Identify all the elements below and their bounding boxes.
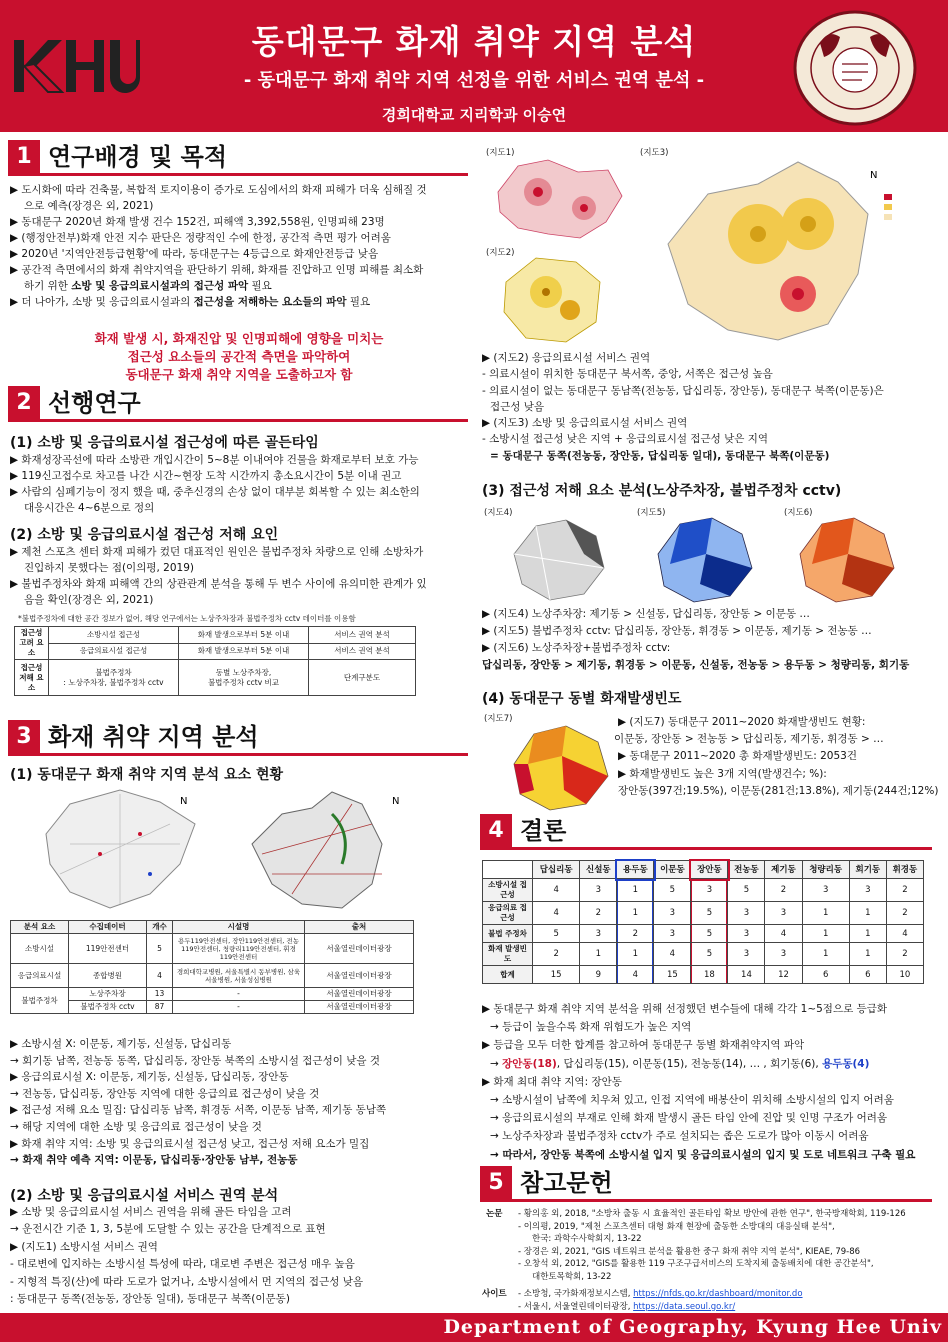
right-sub3: (3) 접근성 저해 요소 분석(노상주차장, 불법주정차 cctv) — [482, 483, 842, 499]
ref-line: - 오창석 외, 2012, "GIS를 활용한 119 구조구급서비스의 도착지체 출동배치에 대한 공간분석", — [518, 1259, 874, 1270]
s3-line: : 동대문구 동쪽(전농동, 장안동 일대), 동대문구 북쪽(이문동) — [10, 1293, 290, 1306]
section-5-heading — [480, 1166, 932, 1202]
col-header: 장안동 — [691, 861, 728, 879]
score-cell: 6 — [849, 966, 886, 984]
cell: 용두119안전센터, 장안119안전센터, 전농119안전센터, 청량리119안전센터, 휘경119안전센터 — [173, 934, 305, 964]
ref-line: - 이의평, 2019, "제천 스포츠센터 대형 화재 현장에 출동한 소방대의 대응실태 분석", — [518, 1221, 835, 1232]
s4-result-table — [482, 860, 924, 984]
cell: 단계구분도 — [309, 660, 416, 696]
score-cell: 3 — [802, 879, 849, 902]
score-cell: 1 — [849, 925, 886, 943]
score-cell: 1 — [617, 879, 654, 902]
facility-map-left — [30, 784, 210, 916]
map1-fire-service-area — [488, 152, 628, 244]
score-cell: 2 — [533, 943, 580, 966]
emph-line: 동대문구 화재 취약 지역을 도출하고자 함 — [125, 367, 353, 382]
right-line: ▶ 화재발생빈도 높은 3개 지역(발생건수; %): — [618, 767, 827, 780]
s4-line: → 따라서, 장안동 북쪽에 소방시설 입지 및 응급의료시설의 입지 및 도로 네트워크 구축 필요 — [490, 1148, 916, 1161]
cell: 소방시설 접근성 — [49, 627, 179, 644]
score-cell: 4 — [617, 966, 654, 984]
s1-line: 하기 위한 — [24, 280, 72, 292]
score-cell: 5 — [691, 943, 728, 966]
score-cell: 12 — [765, 966, 802, 984]
s2-line: 음을 확인(장경은 외, 2021) — [24, 594, 154, 606]
score-cell: 3 — [849, 879, 886, 902]
s1-line: ▶ (행정안전부)화재 안전 지수 판단은 정량적인 수에 한정, 공간적 측면 평가 어려움 — [10, 232, 391, 244]
score-cell: 4 — [533, 879, 580, 902]
map3-combined-service-area — [648, 154, 938, 346]
right-line: ▶ (지도7) 동대문구 2011~2020 화재발생빈도 현황: — [618, 716, 866, 728]
s3-line: → 해당 지역에 대한 소방 및 응급의료 접근성이 낮을 것 — [10, 1120, 262, 1133]
s2-sub1: (1) 소방 및 응급의료시설 접근성에 따른 골든타임 — [10, 435, 319, 451]
s3-sub1: (1) 동대문구 화재 취약 지역 분석 요소 현황 — [10, 767, 284, 783]
map1-label: (지도1) — [486, 148, 515, 158]
section-number: 5 — [480, 1166, 512, 1200]
cell: - — [173, 1001, 305, 1014]
right-body2 — [482, 606, 942, 674]
university-seal-icon — [790, 8, 920, 128]
score-cell: 6 — [802, 966, 849, 984]
cell: 노상주차장 — [69, 988, 147, 1001]
cell: 불법주정차 — [95, 667, 132, 677]
map6-label: (지도6) — [784, 508, 813, 518]
score-cell: 1 — [849, 902, 886, 925]
ref-line: - 소방청, 국가화재정보시스템, — [518, 1289, 634, 1299]
section-4-heading — [480, 814, 932, 850]
cell: 서울열린데이터광장 — [305, 934, 414, 964]
cell: 4 — [147, 964, 173, 988]
row-label: 합계 — [483, 966, 533, 984]
right-sub4: (4) 동대문구 동별 화재발생빈도 — [482, 691, 682, 707]
score-cell: 3 — [728, 925, 765, 943]
group-cell: 접근성 저해 요소 — [15, 660, 49, 696]
map4-label: (지도4) — [484, 508, 513, 518]
cell: 87 — [147, 1001, 173, 1014]
svg-text:N: N — [180, 796, 188, 807]
s3-body2 — [10, 1204, 468, 1308]
cell: 서울열린데이터광장 — [305, 1001, 414, 1014]
map3-label: (지도3) — [640, 148, 669, 158]
emph-line: 화재 발생 시, 화재진압 및 인명피해에 영향을 미치는 — [94, 331, 384, 346]
right-body1 — [482, 350, 942, 464]
right-line: - 의료시설이 위치한 동대문구 북서쪽, 중앙, 서쪽은 접근성 높음 — [482, 368, 773, 381]
cell: 소방시설 — [11, 934, 69, 964]
footer-banner — [0, 1313, 948, 1342]
emph-line: 접근성 요소들의 공간적 측면을 파악하여 — [127, 349, 351, 364]
right-line: ▶ (지도4) 노상주차장: 제기동 > 신설동, 답십리동, 장안동 > 이문동 … — [482, 608, 810, 620]
cell: 응급의료시설 접근성 — [49, 643, 179, 660]
score-cell: 3 — [654, 902, 691, 925]
th: 수집데이터 — [69, 921, 147, 934]
s4-line: → 등급이 높을수록 화재 위험도가 높은 지역 — [490, 1021, 692, 1034]
score-cell: 3 — [728, 943, 765, 966]
section-3-heading — [8, 720, 468, 756]
right-line: ▶ (지도3) 소방 및 응급의료시설 서비스 권역 — [482, 417, 688, 430]
s4-line: ▶ 동대문구 화재 취약 지역 분석을 위해 선정했던 변수들에 대해 각각 1~5점으로 등급화 — [482, 1003, 888, 1015]
th: 개수 — [147, 921, 173, 934]
col-header: 전농동 — [728, 861, 765, 879]
score-cell: 3 — [765, 943, 802, 966]
s4-body — [482, 1000, 944, 1164]
right-line: - 소방시설 접근성 낮은 지역 + 응급의료시설 접근성 낮은 지역 — [482, 433, 769, 446]
row-label: 화재 발생빈도 — [483, 943, 533, 966]
refs-paper-label: 논문 — [486, 1209, 503, 1219]
th: 시설명 — [173, 921, 305, 934]
section-title: 결론 — [520, 817, 567, 845]
ref-line: - 서울시, 서울열린데이터광장, — [518, 1301, 634, 1312]
right-line: ▶ (지도2) 응급의료시설 서비스 권역 — [482, 352, 651, 364]
row-label: 불법 주정차 — [483, 925, 533, 943]
score-cell: 1 — [617, 943, 654, 966]
s1-line: 필요 — [248, 280, 272, 292]
cell: 서비스 권역 분석 — [309, 643, 416, 660]
score-cell: 2 — [886, 943, 923, 966]
ref-line: - 황의홍 외, 2018, "소방차 출동 시 효율적인 골든타임 확보 방안에 관한 연구", 한국방재학회, 119-126 — [518, 1209, 906, 1219]
ref-line: 대한토목학회, 13-22 — [532, 1271, 612, 1282]
cell: 13 — [147, 988, 173, 1001]
cell: 경희대학교병원, 서울특별시 동부병원, 삼육서울병원, 서울성심병원 — [173, 964, 305, 988]
score-cell: 2 — [886, 902, 923, 925]
cell: - — [173, 988, 305, 1001]
score-cell: 3 — [691, 879, 728, 902]
map5-illegal-parking-cctv — [650, 514, 760, 604]
s4-line: → 노상주차장과 불법주정차 cctv가 주로 설치되는 좁은 도로가 많아 이동시 어려움 — [490, 1130, 869, 1143]
s3-line: - 지형적 특징(산)에 따라 도로가 없거나, 소방시설에서 먼 지역의 접근성 낮음 — [10, 1275, 363, 1288]
right-line: = 동대문구 동쪽(전농동, 장안동, 답십리동 일대), 동대문구 북쪽(이문동) — [490, 449, 830, 462]
map2-label: (지도2) — [486, 248, 515, 258]
score-cell: 1 — [802, 902, 849, 925]
cell: 화재 발생으로부터 5분 이내 — [179, 627, 309, 644]
s3-line: → 화재 취약 예측 지역: 이문동, 답십리동·장안동 남부, 전농동 — [10, 1154, 298, 1167]
s4-line: → 응급의료시설의 부재로 인해 화재 발생시 골든 타임 안에 진압 및 인명 구조가 어려움 — [490, 1112, 888, 1125]
score-cell: 2 — [886, 879, 923, 902]
col-header: 답십리동 — [533, 861, 580, 879]
s1-line: ▶ 더 나아가, 소방 및 응급의료시설과의 — [10, 296, 194, 308]
score-cell: 4 — [654, 943, 691, 966]
map5-label: (지도5) — [637, 508, 666, 518]
section-title: 선행연구 — [48, 389, 141, 417]
row-label: 소방시설 접근성 — [483, 879, 533, 902]
col-header: 이문동 — [654, 861, 691, 879]
section-2-heading — [8, 386, 468, 422]
s4-line: → 소방시설이 남쪽에 치우쳐 있고, 인접 지역에 배봉산이 위치해 소방시설의 입지 어려움 — [490, 1094, 894, 1107]
map4-street-parking — [506, 514, 612, 604]
s1-bold: 소방 및 응급의료시설과의 접근성 파악 — [71, 280, 249, 292]
score-cell: 3 — [654, 925, 691, 943]
ref-line: 한국: 과학수사학회지, 13-22 — [532, 1234, 642, 1245]
cell: 불법주정차 cctv 비교 — [207, 677, 280, 687]
s3-line: - 대로변에 입지하는 소방시설 특성에 따라, 대로변 주변은 접근성 매우 높음 — [10, 1258, 355, 1271]
cell: 종합병원 — [69, 964, 147, 988]
s3-line: → 운전시간 기준 1, 3, 5분에 도달할 수 있는 공간을 단계적으로 표현 — [10, 1223, 326, 1236]
poster-author: 경희대학교 지리학과 이승연 — [381, 106, 567, 124]
score-cell: 15 — [533, 966, 580, 984]
poster-subtitle: - 동대문구 화재 취약 지역 선정을 위한 서비스 권역 분석 - — [243, 70, 705, 91]
score-cell: 3 — [580, 879, 617, 902]
corner-cell — [483, 861, 533, 879]
s1-line: 으로 예측(장경은 외, 2021) — [24, 200, 154, 212]
refs-site-label: 사이트 — [482, 1289, 507, 1299]
s2-line: ▶ 화재성장곡선에 따라 소방관 개입시간이 5~8분 이내여야 건물을 화재로부터 보호 가능 — [10, 454, 419, 466]
cell: 응급의료시설 — [11, 964, 69, 988]
s1-line: ▶ 공간적 측면에서의 화재 취약지역을 판단하기 위해, 화재를 진압하고 인명 피해를 최소화 — [10, 264, 424, 276]
s2-line: 진입하지 못했다는 점(이의평, 2019) — [24, 562, 194, 574]
cell: 불법주정차 cctv — [69, 1001, 147, 1014]
score-cell: 18 — [691, 966, 728, 984]
score-cell: 2 — [765, 879, 802, 902]
svg-text:N: N — [392, 796, 400, 807]
s1-line: 필요 — [346, 296, 371, 308]
s1-emphasis — [10, 330, 468, 384]
right-line: ▶ (지도6) 노상주차장+불법주정차 cctv: — [482, 642, 671, 654]
ref-line: - 장경은 외, 2021, "GIS 네트워크 분석을 활용한 중구 화재 취약 지역 분석", KIEAE, 79-86 — [518, 1246, 861, 1257]
score-cell: 1 — [849, 943, 886, 966]
score-cell: 5 — [728, 879, 765, 902]
s1-line: ▶ 동대문구 2020년 화재 발생 건수 152건, 피해액 3,392,558원, 인명피해 23명 — [10, 216, 385, 228]
right-line: 답십리동, 장안동 > 제기동, 휘경동 > 이문동, 신설동, 전농동 > 용두동 > 청량리동, 회기동 — [482, 659, 910, 671]
s1-line: ▶ 도시화에 따라 건축물, 복합적 토지이용이 증가로 도심에서의 화재 피해가 더욱 심해질 것 — [10, 184, 427, 196]
score-cell: 4 — [765, 925, 802, 943]
score-cell: 2 — [617, 925, 654, 943]
col-header: 청량리동 — [802, 861, 849, 879]
s4-line: ▶ 등급을 모두 더한 합계를 참고하여 동대문구 동별 화재취약지역 파악 — [482, 1039, 805, 1052]
footer-text: Department of Geography, Kyung Hee Univ — [443, 1316, 942, 1338]
cell: 서비스 권역 분석 — [309, 627, 416, 644]
s3-line: ▶ 소방시설 X: 이문동, 제기동, 신설동, 답십리동 — [10, 1038, 232, 1050]
header-banner — [0, 0, 948, 132]
score-cell: 3 — [765, 902, 802, 925]
refs-sites — [518, 1288, 944, 1313]
s2-note: *불법주정차에 대한 공간 정보가 없어, 해당 연구에서는 노상주차장과 불법주정차 cctv 데이터를 이용함 — [18, 614, 356, 623]
s4-line: ▶ 화재 최대 취약 지역: 장안동 — [482, 1075, 622, 1088]
s2-line: ▶ 불법주정차와 화재 피해액 간의 상관관계 분석을 통해 두 변수 사이에 유의미한 관계가 있 — [10, 578, 427, 590]
score-cell: 14 — [728, 966, 765, 984]
s3-body1 — [10, 1036, 468, 1169]
group-cell: 접근성 고려 요소 — [15, 627, 49, 660]
s3-sub2: (2) 소방 및 응급의료시설 서비스 권역 분석 — [10, 1188, 279, 1204]
s1-bold: 접근성을 저해하는 요소들의 파악 — [193, 296, 347, 308]
poster-title: 동대문구 화재 취약 지역 분석 — [251, 22, 697, 61]
s3-factor-table — [10, 920, 414, 1014]
col-header: 신설동 — [580, 861, 617, 879]
score-cell: 2 — [580, 902, 617, 925]
score-cell: 1 — [802, 925, 849, 943]
s2-sub2: (2) 소방 및 응급의료시설 접근성 저해 요인 — [10, 527, 279, 543]
score-cell: 5 — [691, 902, 728, 925]
s3-line: → 회기동 남쪽, 전농동 동쪽, 답십리동, 장안동 북쪽의 소방시설 접근성이 낮을 것 — [10, 1054, 380, 1067]
score-cell: 1 — [617, 902, 654, 925]
cell: 불법주정차 — [11, 988, 69, 1014]
section-title: 화재 취약 지역 분석 — [48, 723, 259, 751]
score-cell: 3 — [728, 902, 765, 925]
rank-mid: , 답십리동(15), 이문동(15), 전농동(14), … , 회기동(6), — [556, 1057, 823, 1070]
s4-arrow: → — [490, 1057, 503, 1070]
section-1-heading — [8, 140, 468, 176]
th: 출처 — [305, 921, 414, 934]
score-cell: 1 — [580, 943, 617, 966]
cell: 동별 노상주차장, — [215, 667, 272, 677]
score-cell: 9 — [580, 966, 617, 984]
cell: : 노상주차장, 불법주정차 cctv — [63, 677, 164, 687]
score-cell: 3 — [580, 925, 617, 943]
th: 분석 요소 — [11, 921, 69, 934]
right-line: 이문동, 장안동 > 전농동 > 답십리동, 제기동, 휘경동 > … — [614, 733, 884, 746]
s2-line: 대응시간은 4~6분으로 정의 — [24, 502, 155, 514]
section-number: 2 — [8, 386, 40, 420]
right-body3 — [614, 714, 946, 800]
rank-top: 장안동(18) — [502, 1057, 557, 1070]
row-label: 응급의료 접근성 — [483, 902, 533, 925]
score-cell: 1 — [802, 943, 849, 966]
refs-papers — [518, 1208, 944, 1284]
score-cell: 15 — [654, 966, 691, 984]
s2-line: ▶ 제천 스포츠 센터 화재 피해가 컸던 대표적인 원인은 불법주정차 차량으로 인해 소방차가 — [10, 546, 424, 558]
nfds-link[interactable]: https://nfds.go.kr/dashboard/monitor.do — [633, 1289, 803, 1299]
s3-line: ▶ (지도1) 소방시설 서비스 권역 — [10, 1240, 158, 1253]
seoul-data-link[interactable]: https://data.seoul.go.kr/ — [633, 1301, 736, 1312]
map2-emergency-service-area — [496, 252, 610, 346]
section-number: 1 — [8, 140, 40, 174]
cell: 서울열린데이터광장 — [305, 988, 414, 1001]
s2-line: ▶ 사람의 심페기능이 정지 했을 때, 중추신경의 손상 없이 대부분 회복할 수 있는 최소한의 — [10, 486, 420, 498]
right-line: - 의료시설이 없는 동대문구 동남쪽(전농동, 답십리동, 장안동), 동대문구 북쪽(이문동)은 — [482, 384, 884, 397]
s2-line: ▶ 119신고접수로 차고를 나간 시간~현장 도착 시간까지 총소요시간이 5분 이내 권고 — [10, 470, 402, 482]
right-line: ▶ (지도5) 불법주정차 cctv: 답십리동, 장안동, 휘경동 > 이문동, 제기동 > 전농동 … — [482, 625, 872, 637]
map6-parking-combined — [792, 514, 902, 604]
score-cell: 5 — [691, 925, 728, 943]
s3-line: → 전농동, 답십리동, 장안동 지역에 대한 응급의료 접근성이 낮을 것 — [10, 1087, 320, 1100]
score-cell: 10 — [886, 966, 923, 984]
score-cell: 4 — [533, 902, 580, 925]
score-cell: 4 — [886, 925, 923, 943]
s1-body — [10, 182, 468, 310]
s3-line: ▶ 응급의료시설 X: 이문동, 제기동, 신설동, 답십리동, 장안동 — [10, 1071, 289, 1084]
cell: 119안전센터 — [69, 934, 147, 964]
col-header: 제기동 — [765, 861, 802, 879]
facility-map-right — [232, 784, 422, 916]
section-number: 4 — [480, 814, 512, 848]
s2-body2 — [10, 544, 468, 608]
col-header: 회기동 — [849, 861, 886, 879]
s2-prior-table — [14, 626, 416, 696]
right-line: ▶ 동대문구 2011~2020 총 화재발생빈도: 2053건 — [618, 750, 857, 763]
s1-line: ▶ 2020년 '지역안전등급현황'에 따라, 동대문구는 4등급으로 화재안전등급 낮음 — [10, 248, 379, 260]
s3-line: ▶ 화재 취약 지역: 소방 및 응급의료시설 접근성 낮고, 접근성 저해 요소가 밀집 — [10, 1137, 370, 1150]
map7-fire-frequency — [504, 720, 616, 812]
score-cell: 5 — [654, 879, 691, 902]
col-header: 휘경동 — [886, 861, 923, 879]
section-number: 3 — [8, 720, 40, 754]
cell: 5 — [147, 934, 173, 964]
right-line: 장안동(397건;19.5%), 이문동(281건;13.8%), 제기동(244건;12%) — [618, 784, 939, 797]
col-header: 용두동 — [617, 861, 654, 879]
rank-bottom: 용두동(4) — [822, 1057, 870, 1070]
section-title: 참고문헌 — [520, 1169, 613, 1197]
s3-line: ▶ 접근성 저해 요소 밀집: 답십리동 남쪽, 휘경동 서쪽, 이문동 남쪽, 제기동 동남쪽 — [10, 1104, 387, 1117]
svg-text:N: N — [870, 170, 878, 181]
section-title: 연구배경 및 목적 — [48, 143, 227, 171]
map7-label: (지도7) — [484, 714, 513, 724]
s3-line: ▶ 소방 및 응급의료시설 서비스 권역을 위해 골든 타임을 고려 — [10, 1206, 292, 1218]
cell: 서울열린데이터광장 — [305, 964, 414, 988]
right-line: 접근성 낮음 — [490, 400, 545, 413]
cell: 화재 발생으로부터 5분 이내 — [179, 643, 309, 660]
score-cell: 5 — [533, 925, 580, 943]
s2-body1 — [10, 452, 468, 516]
